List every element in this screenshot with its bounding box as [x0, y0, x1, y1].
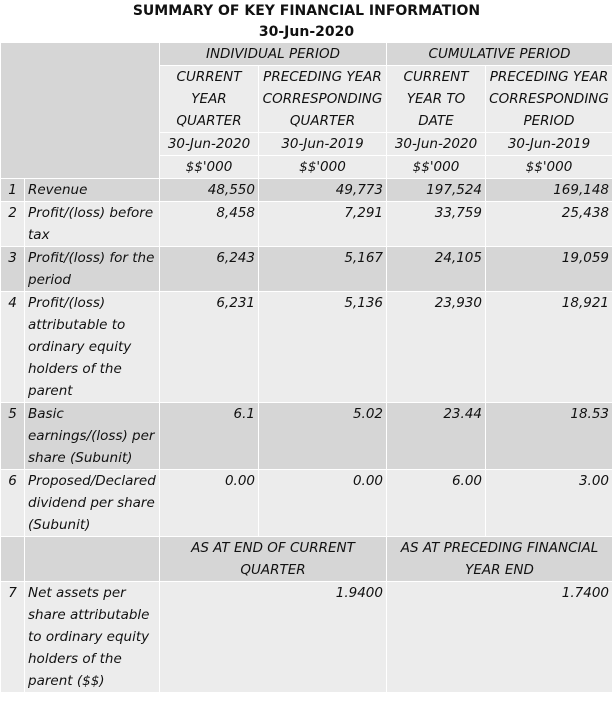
- table-row: [1, 292, 613, 403]
- row-label: Basic earnings/(loss) per share (Subunit): [25, 403, 160, 470]
- cumulative-period-header: CUMULATIVE PERIOD: [387, 43, 613, 66]
- table-row: [1, 179, 613, 202]
- value-preceding-period: 19,059: [486, 247, 613, 292]
- value-current-quarter: 0.00: [160, 470, 259, 537]
- value-current-quarter: 6.1: [160, 403, 259, 470]
- row-label: Profit/(loss) for the period: [25, 247, 160, 292]
- row-label: Net assets per share attributable to ordinary equity holders of the parent ($$): [25, 582, 160, 693]
- col-unit-2: $$'000: [259, 156, 387, 179]
- value-current-quarter: 6,231: [160, 292, 259, 403]
- report-date: 30-Jun-2020: [258, 24, 355, 40]
- col-unit-1: $$'000: [160, 156, 259, 179]
- value-preceding-period: 25,438: [486, 202, 613, 247]
- value-current-ytd: 23.44: [387, 403, 486, 470]
- table-row: [1, 403, 613, 470]
- row-number: 2: [1, 202, 25, 247]
- col-unit-4: $$'000: [486, 156, 613, 179]
- row-number: 1: [1, 179, 25, 202]
- value-current-ytd: 6.00: [387, 470, 486, 537]
- value-current-quarter-end: 1.9400: [160, 582, 387, 693]
- value-current-ytd: 197,524: [387, 179, 486, 202]
- value-preceding-quarter: 5,167: [259, 247, 387, 292]
- row-number: 7: [1, 582, 25, 693]
- value-current-quarter: 48,550: [160, 179, 259, 202]
- table-row: [1, 582, 613, 693]
- col-date-3: 30-Jun-2020: [387, 133, 486, 156]
- value-preceding-period: 18,921: [486, 292, 613, 403]
- financial-table: [0, 42, 613, 693]
- value-current-quarter: 6,243: [160, 247, 259, 292]
- row-label: Revenue: [25, 179, 160, 202]
- col-header-preceding-quarter: PRECEDING YEAR CORRESPONDING QUARTER: [259, 66, 387, 133]
- section2-header-row: [1, 537, 613, 582]
- value-preceding-year-end: 1.7400: [387, 582, 613, 693]
- value-preceding-quarter: 7,291: [259, 202, 387, 247]
- row-number: 5: [1, 403, 25, 470]
- row-number: 3: [1, 247, 25, 292]
- row-label: Profit/(loss) before tax: [25, 202, 160, 247]
- section2-blank-no: [1, 537, 25, 582]
- row-label: Profit/(loss) attributable to ordinary equity holders of the parent: [25, 292, 160, 403]
- row-label: Proposed/Declared dividend per share (Subunit): [25, 470, 160, 537]
- col-header-current-quarter: CURRENT YEAR QUARTER: [160, 66, 259, 133]
- value-preceding-quarter: 0.00: [259, 470, 387, 537]
- col-header-preceding-period: PRECEDING YEAR CORRESPONDING PERIOD: [486, 66, 613, 133]
- col-date-4: 30-Jun-2019: [486, 133, 613, 156]
- table-row: [1, 470, 613, 537]
- value-preceding-period: 18.53: [486, 403, 613, 470]
- row-number: 6: [1, 470, 25, 537]
- value-preceding-quarter: 5.02: [259, 403, 387, 470]
- row-number: 4: [1, 292, 25, 403]
- value-preceding-quarter: 49,773: [259, 179, 387, 202]
- value-preceding-period: 169,148: [486, 179, 613, 202]
- value-current-ytd: 23,930: [387, 292, 486, 403]
- section2-blank-label: [25, 537, 160, 582]
- col-unit-3: $$'000: [387, 156, 486, 179]
- value-preceding-period: 3.00: [486, 470, 613, 537]
- table-row: [1, 202, 613, 247]
- col-header-current-ytd: CURRENT YEAR TO DATE: [387, 66, 486, 133]
- individual-period-header: INDIVIDUAL PERIOD: [160, 43, 387, 66]
- value-preceding-quarter: 5,136: [259, 292, 387, 403]
- value-current-ytd: 33,759: [387, 202, 486, 247]
- value-current-quarter: 8,458: [160, 202, 259, 247]
- col-date-1: 30-Jun-2020: [160, 133, 259, 156]
- section2-header-current: AS AT END OF CURRENT QUARTER: [160, 537, 387, 582]
- col-date-2: 30-Jun-2019: [259, 133, 387, 156]
- value-current-ytd: 24,105: [387, 247, 486, 292]
- page-title: SUMMARY OF KEY FINANCIAL INFORMATION: [132, 3, 481, 19]
- table-row: [1, 247, 613, 292]
- header-blank: [1, 43, 160, 179]
- section2-header-preceding: AS AT PRECEDING FINANCIAL YEAR END: [387, 537, 613, 582]
